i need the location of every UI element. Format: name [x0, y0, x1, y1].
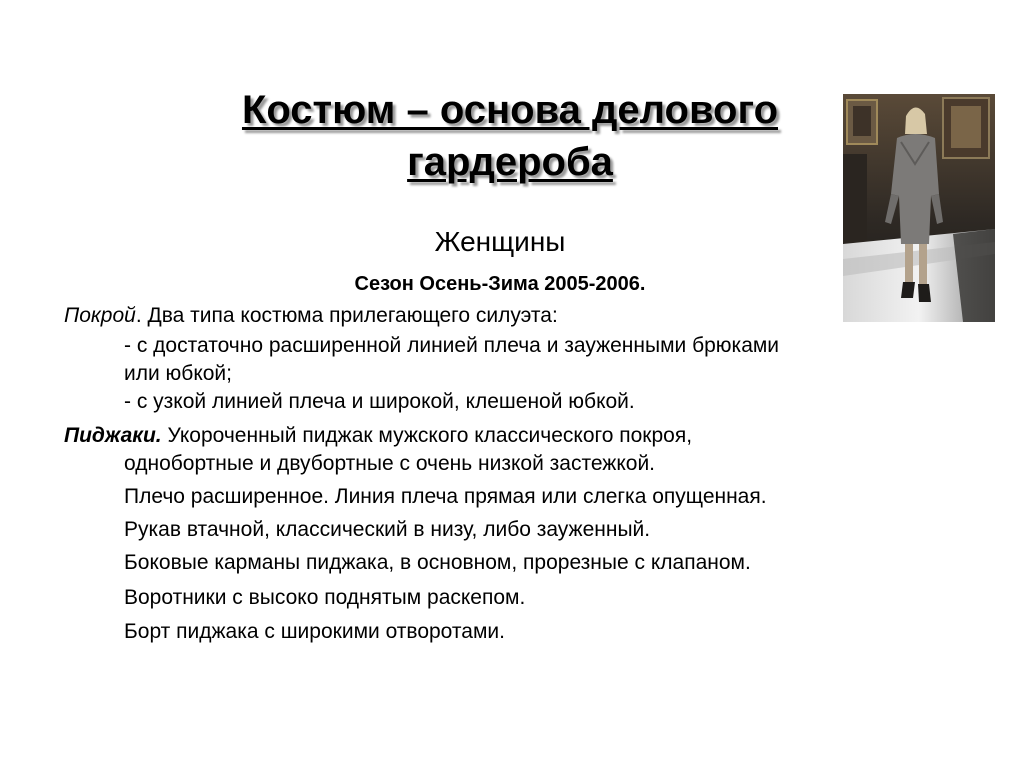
season-label: Сезон Осень-Зима 2005-2006. [354, 273, 646, 295]
jackets-point: Рукав втачной, классический в низу, либо зауженный. [124, 518, 651, 541]
slide-title-line-1: Костюм – основа делового [241, 88, 779, 132]
jackets-label: Пиджаки. [64, 424, 162, 447]
jackets-point: Боковые карманы пиджака, в основном, прорезные с клапаном. [124, 551, 751, 574]
cut-item-2: - с узкой линией плеча и широкой, клешеной юбкой. [124, 390, 635, 413]
jackets-point: Борт пиджака с широкими отворотами. [124, 620, 505, 643]
slide-title-line-2: гардероба [407, 140, 613, 184]
subtitle-women: Женщины [434, 226, 566, 257]
slide-title [160, 84, 860, 188]
jackets-point: Воротники с высоко поднятым раскепом. [124, 586, 526, 609]
jackets-paragraph [64, 422, 692, 450]
cut-paragraph [64, 302, 558, 330]
cut-label: Покрой [64, 304, 136, 327]
cut-text: . Два типа костюма прилегающего силуэта: [135, 304, 558, 327]
cut-item-1-line-2: или юбкой; [124, 362, 232, 385]
jackets-text: Укороченный пиджак мужского классического покроя, [161, 424, 693, 447]
jackets-point: Плечо расширенное. Линия плеча прямая или слегка опущенная. [124, 485, 767, 508]
cut-item-1-line-1: - с достаточно расширенной линией плеча и зауженными брюками [124, 334, 780, 357]
jackets-cont: однобортные и двубортные с очень низкой застежкой. [124, 452, 656, 475]
